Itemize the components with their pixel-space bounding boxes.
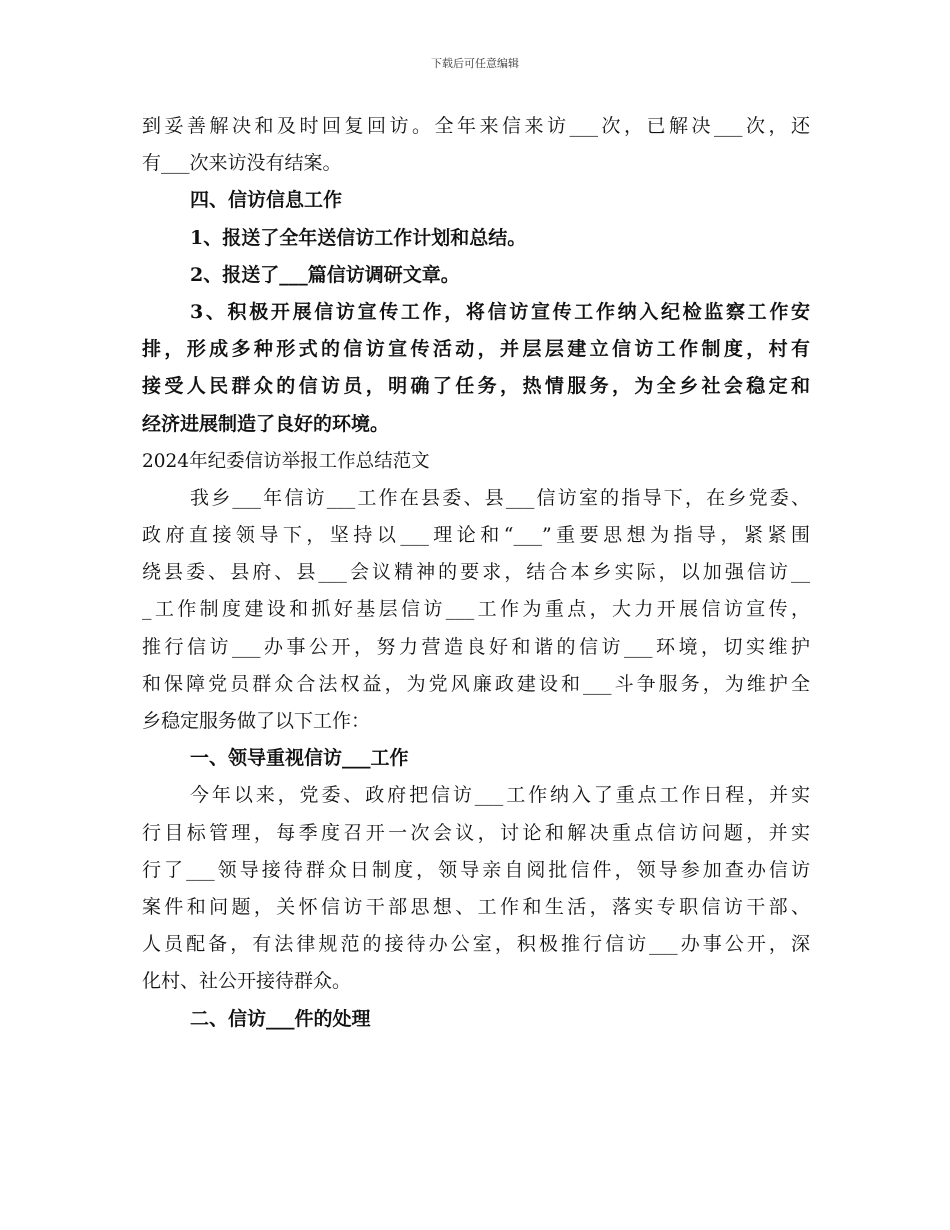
text-line: 推行信访___办事公开，努力营造良好和谐的信访___环境，切实维护 [142,635,810,658]
document-body [142,108,810,1038]
text-line: 化村、社公开接待群众。 [142,970,352,993]
text-line: 行目标管理，每季度召开一次会议，讨论和解决重点信访问题，并实 [142,821,810,844]
page-header-note: 下载后可任意编辑 [431,57,519,70]
text-line: 我乡___年信访___工作在县委、县___信访室的指导下，在乡党委、 [190,486,810,509]
text-line: 人员配备，有法律规范的接待办公室，积极推行信访___办事公开，深 [142,933,810,956]
heading-line: 二、信访___件的处理 [190,1007,371,1030]
heading-line: 接受人民群众的信访员，明确了任务，热情服务，为全乡社会稳定和 [142,375,810,398]
text-line: 和保障党员群众合法权益，为党风廉政建设和___斗争服务，为维护全 [142,672,810,695]
text-line: 乡稳定服务做了以下工作： [142,710,371,732]
heading-line: 3、积极开展信访宣传工作，将信访宣传工作纳入纪检监察工作安 [190,300,810,323]
heading-line: 2、报送了___篇信访调研文章。 [190,263,460,286]
heading-line: 排，形成多种形式的信访宣传活动，并层层建立信访工作制度，村有 [142,338,810,361]
section-title: 2024年纪委信访举报工作总结范文 [142,450,430,472]
heading-line: 经济进展制造了良好的环境。 [142,412,390,435]
heading-line: 一、领导重视信访___工作 [190,747,409,770]
text-line: 案件和问题，关怀信访干部思想、工作和生活，落实专职信访干部、 [142,895,810,918]
text-line: 今年以来，党委、政府把信访___工作纳入了重点工作日程，并实 [190,784,810,807]
text-line: 政府直接领导下，坚持以___理论和“___”重要思想为指导，紧紧围 [142,524,810,547]
text-line: 行了___领导接待群众日制度，领导亲自阅批信件，领导参加查办信访 [142,858,810,881]
text-line: 到妥善解决和及时回复回访。全年来信来访___次，已解决___次，还 [142,115,810,137]
text-line: 有___次来访没有结案。 [142,152,342,175]
text-line: 绕县委、县府、县___会议精神的要求，结合本乡实际，以加强信访__ [142,561,810,584]
text-line: _工作制度建设和抓好基层信访___工作为重点，大力开展信访宣传， [142,598,810,621]
heading-line: 1、报送了全年送信访工作计划和总结。 [190,226,527,249]
heading-line: 四、信访信息工作 [190,189,343,212]
